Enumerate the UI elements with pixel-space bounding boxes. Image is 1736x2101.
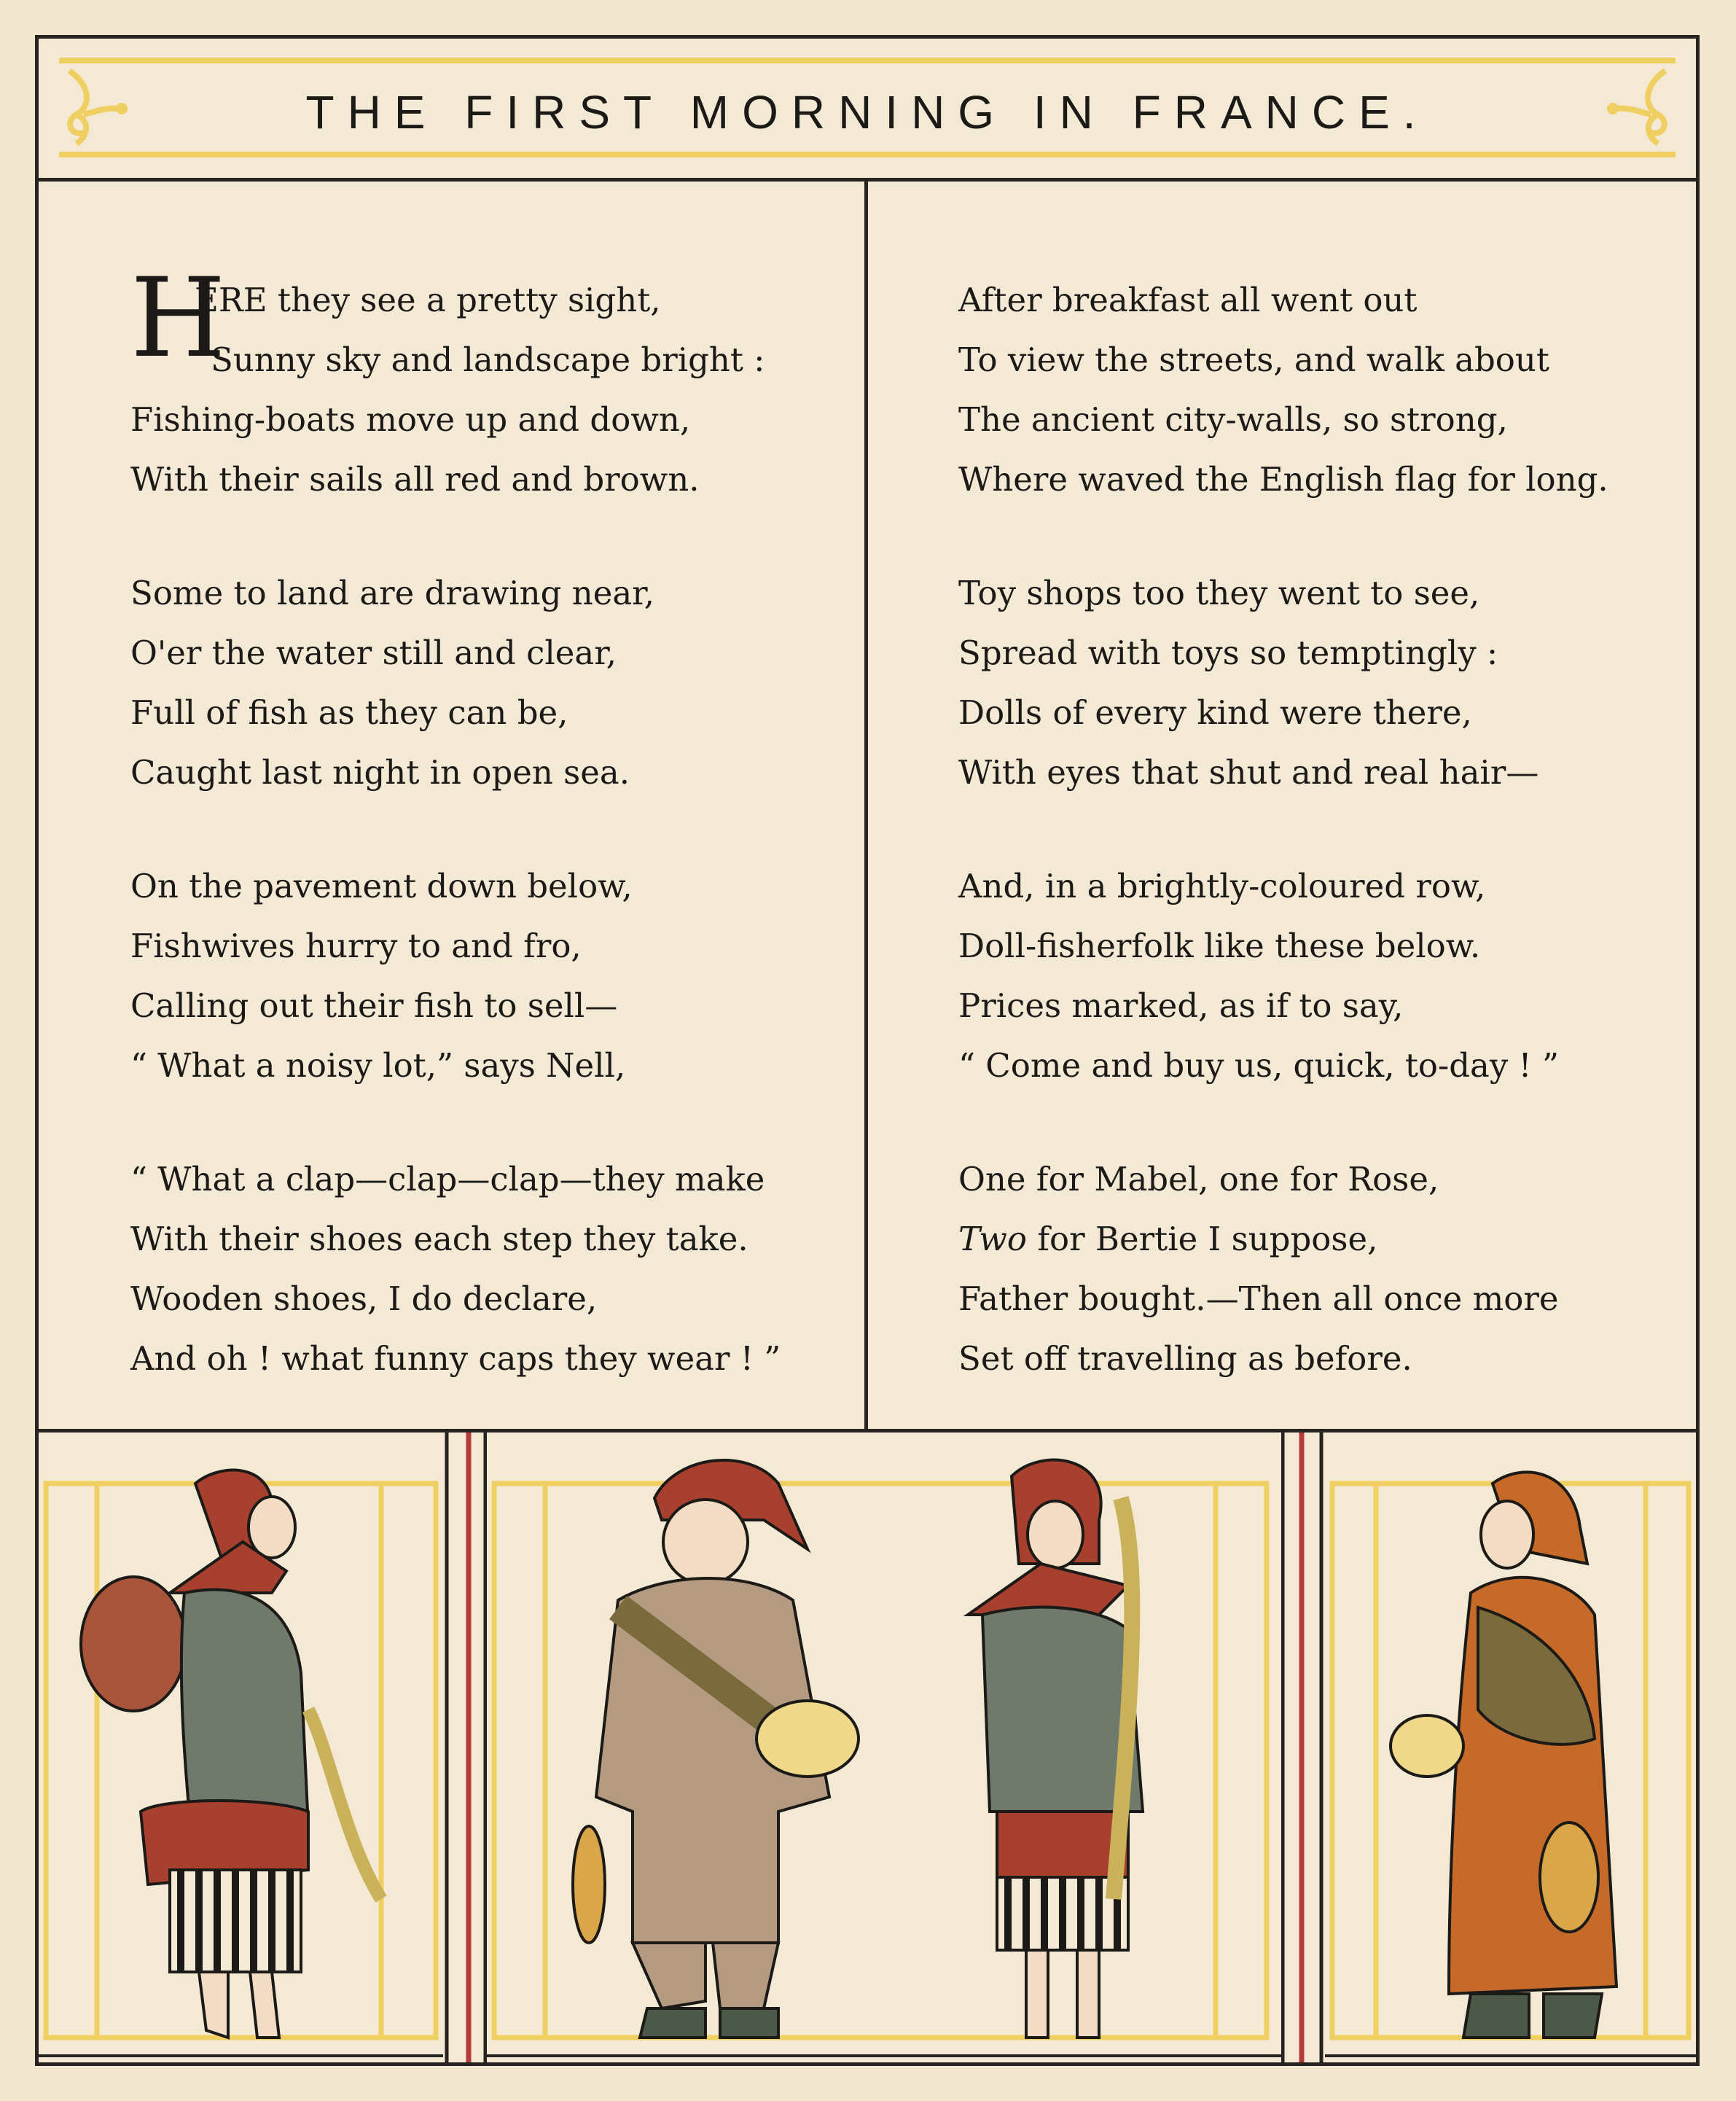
poem-line: Father bought.—Then all once more bbox=[958, 1279, 1559, 1318]
poem-line: With their sails all red and brown. bbox=[130, 460, 700, 499]
stanza-4 bbox=[130, 1150, 781, 1389]
stanza-6 bbox=[958, 564, 1608, 803]
poem-line: Sunny sky and landscape bright : bbox=[211, 340, 765, 379]
stanza-8 bbox=[958, 1150, 1608, 1389]
illustration-band bbox=[39, 1429, 1696, 2066]
left-poem bbox=[130, 255, 781, 1443]
scene-fisherfolk-pair bbox=[487, 1432, 1281, 2066]
left-poem-panel bbox=[39, 182, 868, 1429]
poem-line: One for Mabel, one for Rose, bbox=[958, 1160, 1439, 1198]
poem-line: Set off travelling as before. bbox=[958, 1339, 1412, 1378]
poem-line: O'er the water still and clear, bbox=[130, 634, 617, 672]
poem-line: Dolls of every kind were there, bbox=[958, 693, 1472, 732]
scene-divider bbox=[443, 1432, 487, 2066]
poem-line: “ Come and buy us, quick, to-day ! ” bbox=[958, 1046, 1559, 1085]
poem-line: Calling out their fish to sell— bbox=[130, 986, 618, 1025]
poem-line: Fishing-boats move up and down, bbox=[130, 400, 691, 439]
poem-line: On the pavement down below, bbox=[130, 867, 633, 905]
right-flourish-icon bbox=[1592, 63, 1673, 151]
poem-line: With eyes that shut and real hair— bbox=[958, 753, 1539, 792]
fishwife-in-orange-figure bbox=[1391, 1472, 1616, 2038]
page-frame bbox=[35, 35, 1700, 2066]
poem-line: Fishwives hurry to and fro, bbox=[130, 927, 582, 965]
italic-word: Two bbox=[958, 1220, 1028, 1258]
scene-fishwife-orange bbox=[1325, 1432, 1696, 2066]
fishwife-with-basket-figure bbox=[81, 1470, 381, 2038]
poem-line: Toy shops too they went to see, bbox=[958, 574, 1480, 612]
poem-line: After breakfast all went out bbox=[958, 281, 1418, 319]
right-poem-panel bbox=[868, 182, 1696, 1429]
poem-line: And oh ! what funny caps they wear ! ” bbox=[130, 1339, 781, 1378]
poem-line: Spread with toys so temptingly : bbox=[958, 634, 1498, 672]
title-frame bbox=[59, 58, 1676, 157]
poem-line: “ What a noisy lot,” says Nell, bbox=[130, 1046, 626, 1085]
poem-line: Prices marked, as if to say, bbox=[958, 986, 1404, 1025]
poem-line: Two for Bertie I suppose, bbox=[958, 1220, 1378, 1258]
scene-fishwife-basket bbox=[39, 1432, 443, 2066]
poem-line: H ERE they see a pretty sight, bbox=[130, 255, 661, 382]
drop-cap: H bbox=[130, 255, 226, 382]
stanza-2 bbox=[130, 564, 781, 803]
poem-line: Caught last night in open sea. bbox=[130, 753, 630, 792]
scene-divider bbox=[1281, 1432, 1325, 2066]
poem-line: The ancient city-walls, so strong, bbox=[958, 400, 1508, 439]
poem-line: And, in a brightly-coloured row, bbox=[958, 867, 1486, 905]
fishwife-with-net-figure bbox=[968, 1460, 1143, 2038]
poem-line: “ What a clap—clap—clap—they make bbox=[130, 1160, 765, 1198]
right-poem bbox=[958, 270, 1608, 1443]
poem-line: Wooden shoes, I do declare, bbox=[130, 1279, 598, 1318]
poem-line: To view the streets, and walk about bbox=[958, 340, 1549, 379]
poem-line: Some to land are drawing near, bbox=[130, 574, 655, 612]
page-title: THE FIRST MORNING IN FRANCE. bbox=[305, 86, 1429, 139]
stanza-3 bbox=[130, 857, 781, 1096]
poem-line: Where waved the English flag for long. bbox=[958, 460, 1608, 499]
title-band bbox=[39, 39, 1696, 182]
poem-line: Doll-fisherfolk like these below. bbox=[958, 927, 1481, 965]
stanza-5 bbox=[958, 270, 1608, 510]
stanza-7 bbox=[958, 857, 1608, 1096]
stanza-1 bbox=[130, 255, 781, 510]
poem-line: Full of fish as they can be, bbox=[130, 693, 568, 732]
fisherman-with-barrel-figure bbox=[573, 1460, 859, 2038]
poem-line: With their shoes each step they take. bbox=[130, 1220, 748, 1258]
